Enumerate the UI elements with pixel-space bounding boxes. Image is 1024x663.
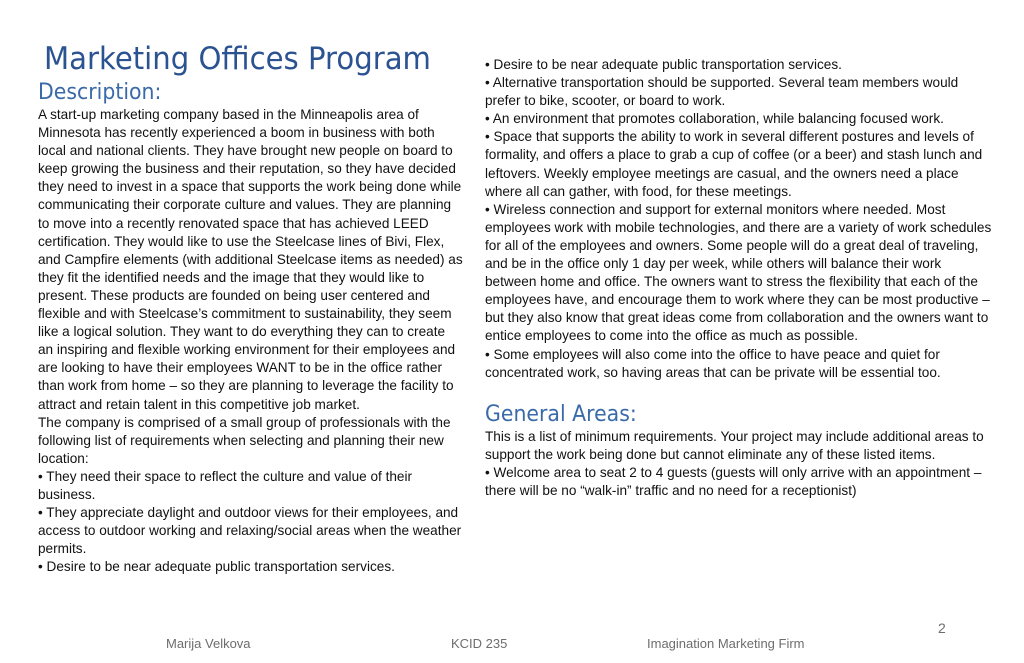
- footer-firm: Imagination Marketing Firm: [647, 636, 805, 651]
- page-title: Marketing Offices Program: [44, 41, 431, 77]
- page-number: 2: [938, 620, 946, 636]
- general-areas-bullet: • Welcome area to seat 2 to 4 guests (guests will only arrive with an appointment – there will be no “walk-in” traffic and no need for a receptionist): [485, 464, 982, 498]
- general-areas-heading: General Areas:: [485, 401, 637, 427]
- description-paragraph-1: A start-up marketing company based in the Minneapolis area of Minnesota has recently experienced a boom in business with both local and national clients. They have brought new people on board to keep growing the business and their reputation, so they have decided they need to invest in a space that supports the work being done while communicating their corporate culture and values. They are planning to move into a recently renovated space that has achieved LEED certification. They would like to use the Steelcase lines of Bivi, Flex, and Campfire elements (with additional Steelcase items as needed) as they fit the identified needs and the image that they would like to present. These products are founded on being user centered and flexible and with Steelcase’s commitment to sustainability, they seem like a logical solution. They want to do everything they can to create an inspiring and flexible working environment for their employees and are looking to have their employees WANT to be in the office rather than work from home – so they are planning to leverage the facility to attract and retain talent in this competitive job market.: [38, 107, 463, 412]
- left-column: [38, 80, 463, 576]
- requirement-bullet: • Some employees will also come into the office to have peace and quiet for concentrated work, so having areas that can be private will be essential too.: [485, 346, 941, 380]
- requirement-bullet: • They need their space to reflect the culture and value of their business.: [38, 468, 413, 502]
- requirement-bullet: • Desire to be near adequate public transportation services.: [38, 559, 395, 575]
- footer-course: KCID 235: [451, 636, 508, 651]
- requirement-bullet: • An environment that promotes collaboration, while balancing focused work.: [485, 111, 944, 127]
- description-heading: Description:: [38, 80, 162, 105]
- requirement-bullet: • Desire to be near adequate public transportation services.: [485, 57, 842, 72]
- description-paragraph-2: The company is comprised of a small group of professionals with the following list of requirements when selecting and planning their new location:: [38, 414, 451, 466]
- requirement-bullet: • Wireless connection and support for external monitors where needed. Most employees work with mobile technologies, and there are a variety of work schedules for all of the employees and owners. Some people will do a great deal of traveling, and be in the office only 1 day per week, while others will balance their work between home and office. The owners want to stress the flexibility that each of the employees have, and encourage them to work where they can be most productive – but they also know that great ideas come from collaboration and the owners want to entice employees to come into the office as much as possible.: [485, 201, 992, 344]
- footer-author: Marija Velkova: [166, 636, 251, 651]
- requirement-bullet: • Space that supports the ability to work in several different postures and levels of formality, and offers a place to grab a cup of coffee (or a beer) and stash lunch and leftovers. Weekly employee meetings are casual, and the owners need a place where all can gather, with food, for these meetings.: [485, 129, 983, 199]
- general-areas-intro: This is a list of minimum requirements. Your project may include additional areas to support the work being done but cannot eliminate any of these listed items.: [485, 428, 984, 462]
- right-column: [485, 56, 995, 500]
- requirement-bullet: • They appreciate daylight and outdoor views for their employees, and access to outdoor working and relaxing/social areas when the weather permits.: [38, 505, 462, 557]
- requirement-bullet: • Alternative transportation should be supported. Several team members would prefer to bike, scooter, or board to work.: [485, 75, 959, 109]
